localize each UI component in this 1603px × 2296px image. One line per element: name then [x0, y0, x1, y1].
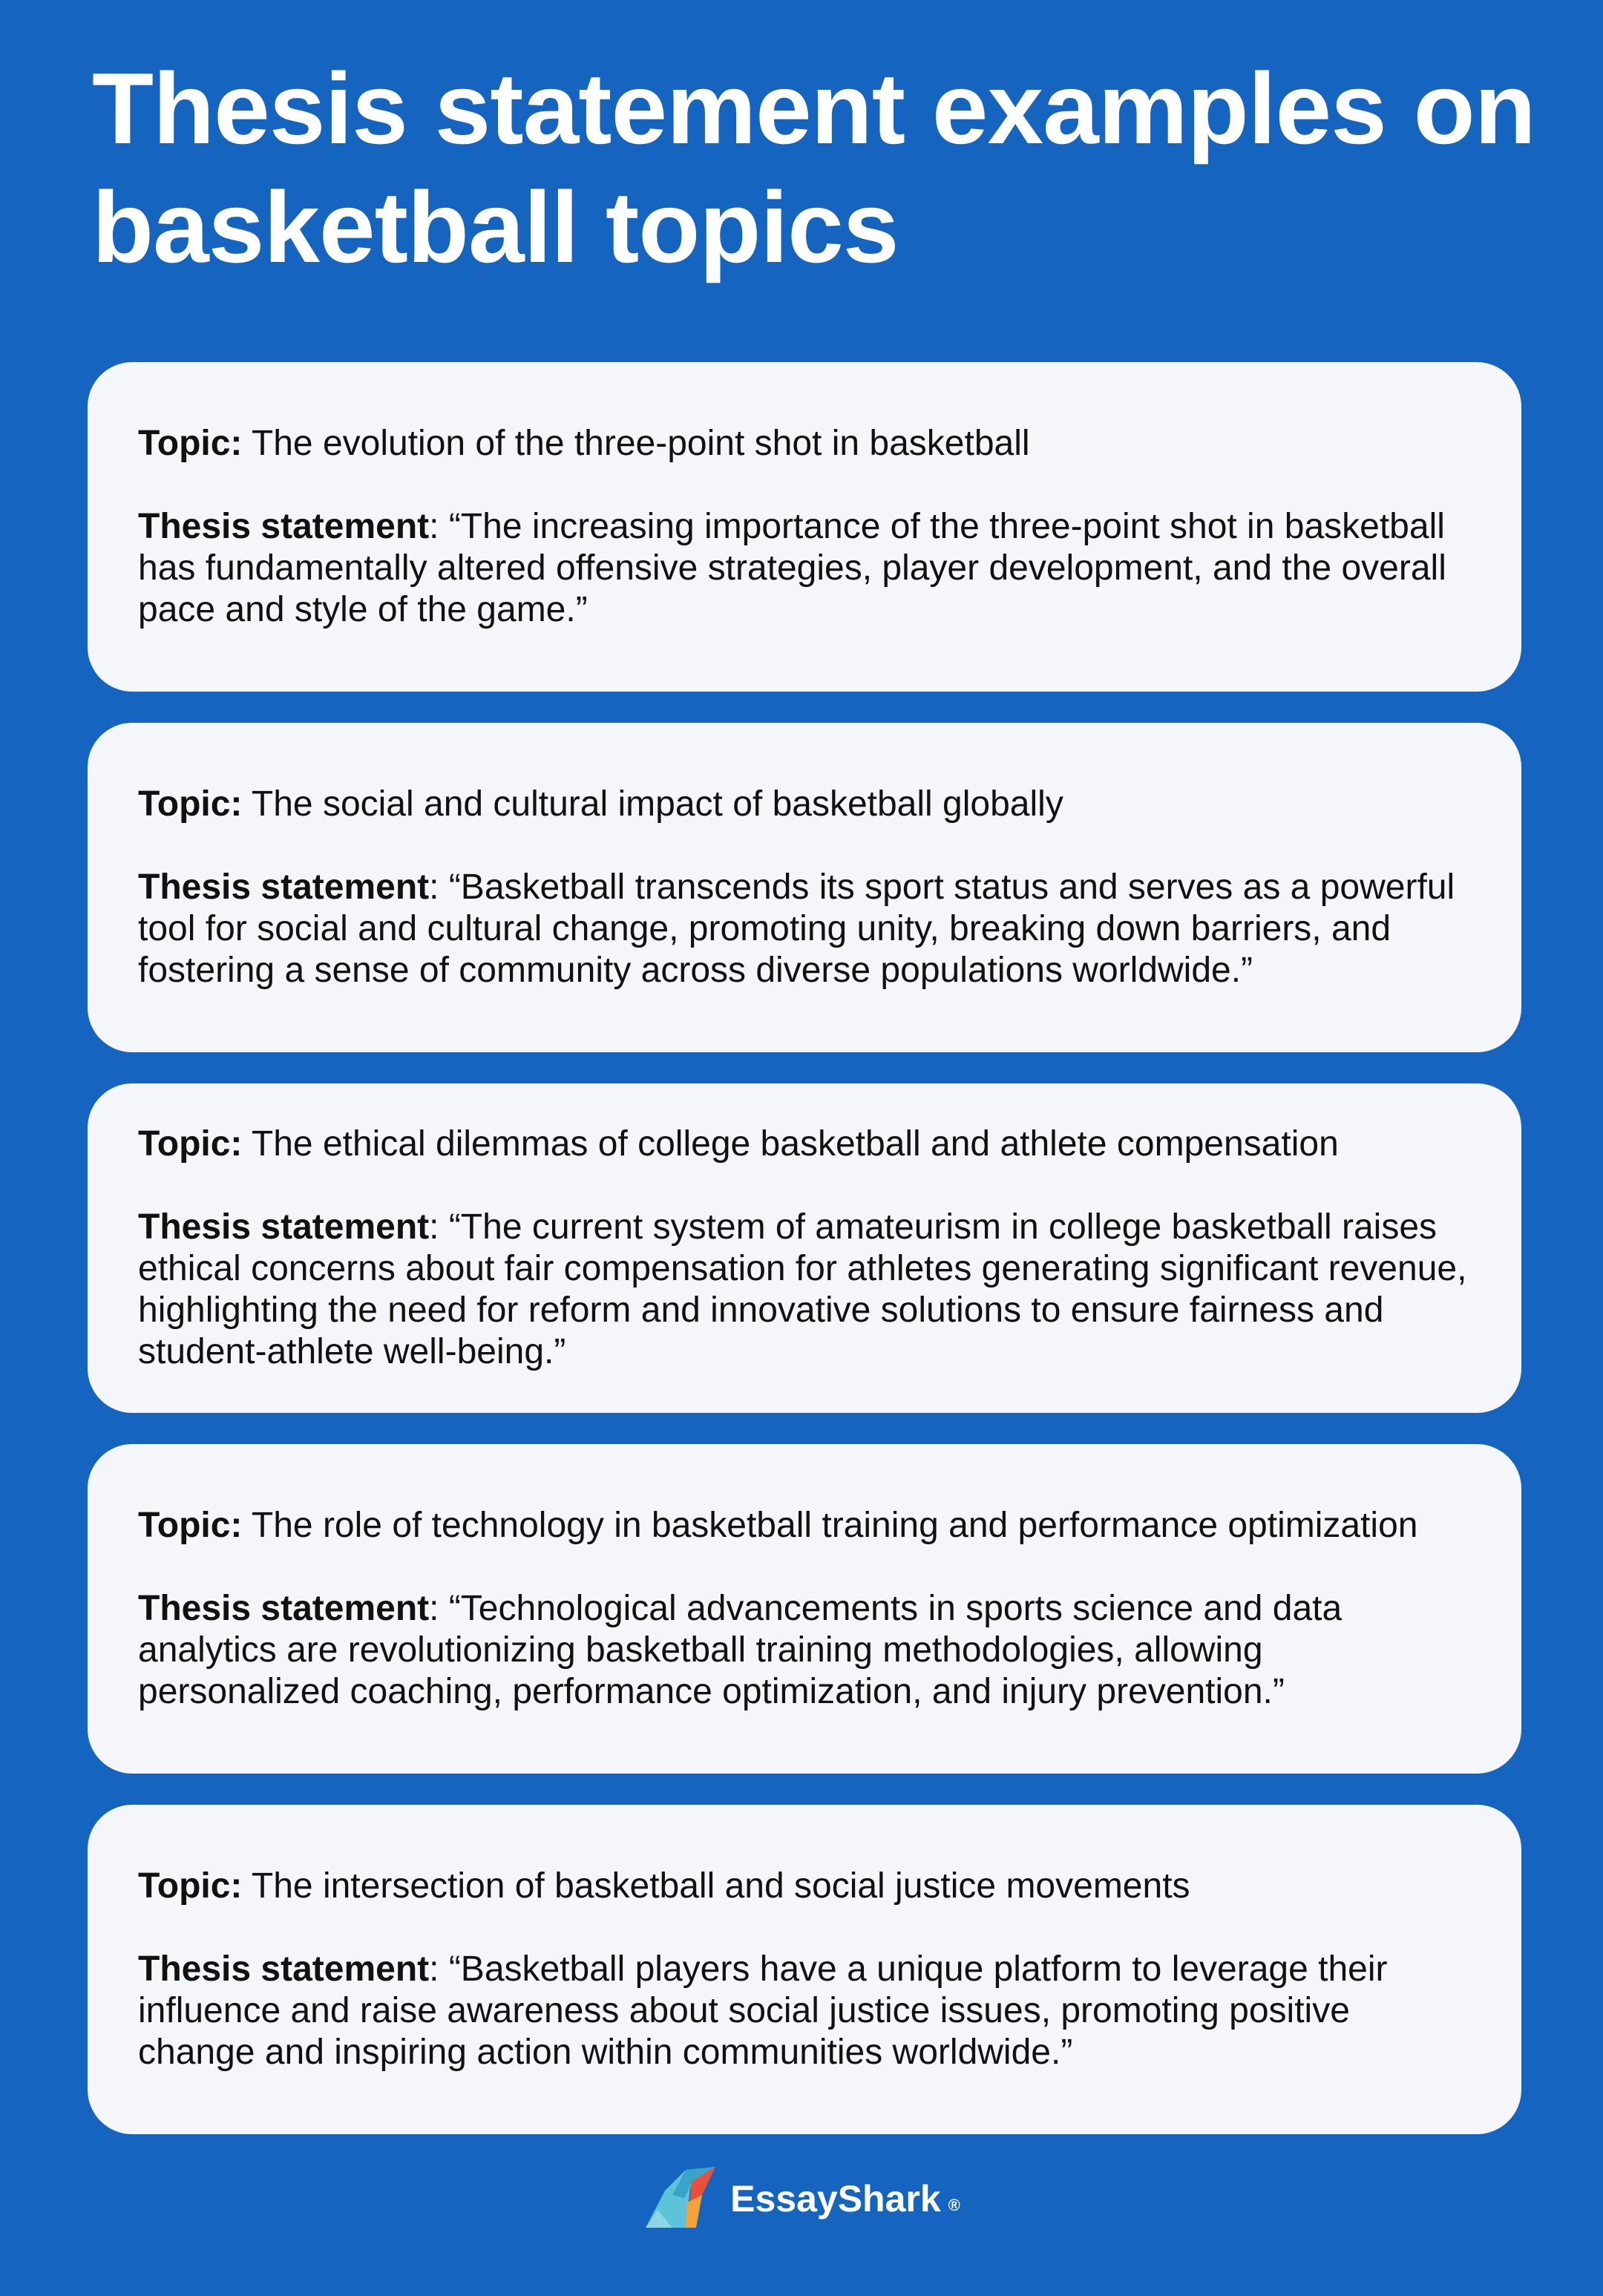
- thesis-label: Thesis statement: [138, 507, 430, 546]
- topic-text: The evolution of the three-point shot in basketball: [251, 424, 1030, 463]
- thesis-line: Thesis statement: “Basketball transcends its sport status and serves as a powerful tool for social and cultural change, promoting unity, breaking down barriers, and fostering a sense of community across diverse populations worldwide.”: [138, 867, 1455, 990]
- example-card: [88, 1083, 1521, 1413]
- thesis-text: “Technological advancements in sports science and data analytics are revolutionizing basketball training methodologies, allowing personalized coaching, performance optimization, and injury prevention.”: [138, 1589, 1343, 1711]
- topic-label: Topic:: [138, 784, 243, 824]
- thesis-text: “Basketball players have a unique platform to leverage their influence and raise awareness about social justice issues, promoting positive change and inspiring action within communities worldwide.”: [138, 1949, 1388, 2072]
- thesis-line: Thesis statement: “The increasing importance of the three-point shot in basketball has fundamentally altered offensive strategies, player development, and the overall pace and style of the game.”: [138, 507, 1446, 629]
- topic-line: [138, 1505, 1472, 1546]
- example-card: [88, 362, 1521, 692]
- thesis-label: Thesis statement: [138, 1589, 430, 1628]
- thesis-label: Thesis statement: [138, 867, 430, 907]
- topic-label: Topic:: [138, 1866, 243, 1906]
- brand-name: EssayShark: [730, 2178, 941, 2220]
- topic-line: [138, 423, 1472, 465]
- topic-line: [138, 784, 1472, 825]
- thesis-line: Thesis statement: “Technological advancements in sports science and data analytics are revolutionizing basketball training methodologies, allowing personalized coaching, performance optimization, and injury prevention.”: [138, 1589, 1343, 1711]
- page-title: Thesis statement examples on basketball topics: [92, 52, 1535, 283]
- topic-label: Topic:: [138, 1506, 243, 1545]
- thesis-text: “Basketball transcends its sport status and serves as a powerful tool for social and cultural change, promoting unity, breaking down barriers, and fostering a sense of community across diverse populations worldwide.”: [138, 867, 1455, 990]
- topic-text: The intersection of basketball and social justice movements: [251, 1866, 1190, 1906]
- thesis-text: “The increasing importance of the three-point shot in basketball has fundamentally altered offensive strategies, player development, and the overall pace and style of the game.”: [138, 507, 1446, 629]
- thesis-line: Thesis statement: “The current system of amateurism in college basketball raises ethical concerns about fair compensation for athletes generating significant revenue, highlighting the need for reform and innovative solutions to ensure fairness and student-athlete well-being.”: [138, 1207, 1467, 1371]
- topic-line: [138, 1866, 1472, 1907]
- topic-label: Topic:: [138, 1124, 243, 1164]
- topic-label: Topic:: [138, 424, 243, 463]
- registered-mark: ®: [948, 2196, 960, 2214]
- example-card: [88, 1444, 1521, 1774]
- thesis-label: Thesis statement: [138, 1949, 430, 1989]
- topic-text: The social and cultural impact of basketball globally: [251, 784, 1063, 824]
- thesis-label: Thesis statement: [138, 1207, 430, 1247]
- brand-footer: [0, 2165, 1603, 2232]
- thesis-text: “The current system of amateurism in college basketball raises ethical concerns about fair compensation for athletes generating significant revenue, highlighting the need for reform and innovative solutions to ensure fairness and student-athlete well-being.”: [138, 1207, 1467, 1371]
- example-card: [88, 723, 1521, 1052]
- topic-line: [138, 1124, 1472, 1165]
- example-card: [88, 1805, 1521, 2134]
- shark-fin-icon: [643, 2165, 717, 2232]
- thesis-line: Thesis statement: “Basketball players have a unique platform to leverage their influence and raise awareness about social justice issues, promoting positive change and inspiring action within communities worldwide.”: [138, 1949, 1388, 2072]
- topic-text: The role of technology in basketball training and performance optimization: [251, 1506, 1418, 1545]
- topic-text: The ethical dilemmas of college basketball and athlete compensation: [251, 1124, 1339, 1164]
